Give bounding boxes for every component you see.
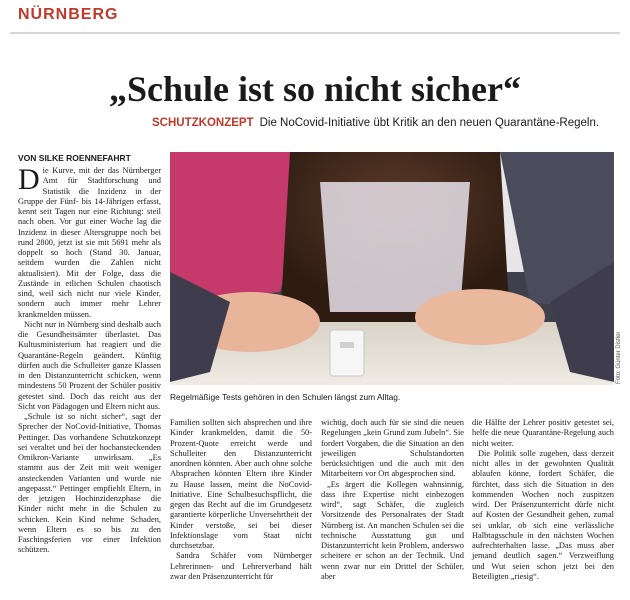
- paragraph: wichtig, doch auch für sie sind die neuen Regelungen „kein Grund zum Jubeln“. Sie fordert Vorgaben, die die Situation an den jeweiligen Schulstandorten berücksichtigen und die auch mit den Mitarbeitern vor Ort abgesprochen sind.: [321, 418, 464, 479]
- article-column-1: [18, 163, 161, 556]
- photo-credit: Foto: Günter Distler: [616, 331, 622, 384]
- drop-cap: D: [18, 163, 40, 196]
- paragraph: „Es ärgert die Kollegen wahnsinnig, dass ihre Expertise nicht einbezogen wird“, sagt Schäfer, die zugleich Vorsitzende des Personalrates der Stadt Nürnberg ist. An manchen Schulen sei die technische Ausstattung gut und Distanzunterricht kein Problem, anderswo scheitere er schon an der Technik. Und wenn zwar nur ein Drittel der Schüler, aber: [321, 479, 464, 581]
- photo-caption: Regelmäßige Tests gehören in den Schulen längst zum Alltag.: [170, 392, 401, 402]
- article-photo: [170, 152, 614, 385]
- paragraph: die Hälfte der Lehrer positiv getestet sei, helfe die neue Quarantäne-Regelung auch nicht weiter.: [472, 418, 614, 448]
- section-divider: [10, 32, 620, 34]
- article-kicker: [152, 117, 599, 129]
- article-column-2: [170, 418, 312, 582]
- section-title: NÜRNBERG: [18, 6, 119, 23]
- paragraph: Familien sollten sich absprechen und ihre Kinder krankmelden, damit die 50-Prozent-Quote erreicht werde und Schulleiter den Distanzunterricht anordnen könnten. Aber auch ohne solche Absprachen könnten Eltern ihre Kinder zu Hause lassen, meint die NoCovid-Initiative. Eine Schulbesuchspflicht, die gegen das Recht auf die im Grundgesetz garantierte körperliche Unversehrtheit der Kinder verstoße, sei bei dieser Infektionslage vom Staat nicht durchsetzbar.: [170, 418, 312, 550]
- paragraph: „Schule ist so nicht sicher“, sagt der Sprecher der NoCovid-Initiative, Thomas Pettinger. Das vorhandene Schutzkonzept sei veraltet und bei der hochansteckenden Omikron-Variante unwirksam. „Es stammt aus der Zeit mit weit weniger ansteckenden Varianten und wurde nie angepasst.“ Pettinger empfiehlt Eltern, in der jetzigen Hochinzidenzphase die Kinder nicht mehr in die Schulen zu schicken. Kein Kind nehme Schaden, wenn Eltern es so bis zu den Faschingsferien vor einer Infektion schützen.: [18, 412, 161, 555]
- article-column-3: [321, 418, 464, 582]
- article-headline: „Schule ist so nicht sicher“: [108, 69, 521, 109]
- paragraph: Die Politik solle zugeben, dass derzeit nicht alles in der gewohnten Qualität ablaufen könne, fordert Schäfer, die fürchtet, dass sich die Situation in den kommenden Wochen noch zuspitzen wird. Der Präsenzunterricht dürfe nicht auf Kosten der Gesundheit gehen, zumal sei unklar, ob sich eine verlässliche Halbtagsschule in den nächsten Wochen aufrechterhalten lasse. „Das muss aber jemand deutlich sagen.“ Verzweiflung und Wut seien schon jetzt bei den Beteiligten „riesig“.: [472, 448, 614, 581]
- paragraph: Sandra Schäfer vom Nürnberger Lehrerinnen- und Lehrerverband hält zwar den Präsenzunterricht für: [170, 551, 312, 581]
- kicker-text: Die NoCovid-Initiative übt Kritik an den neuen Quarantäne-Regeln.: [259, 117, 600, 129]
- paragraph: Nicht nur in Nürnberg sind deshalb auch die Gesundheitsämter überlastet. Das Kultusministerium hat reagiert und die Quarantäne-Regeln geändert. Künftig dürfen auch die Schulleiter ganze Klassen in den Distanzunterricht schicken, wenn mindestens 50 Prozent der Schüler positiv getestet sind. Doch das reicht aus der Sicht von Pädagogen und Eltern nicht aus.: [18, 319, 161, 411]
- byline: VON SILKE ROENNEFAHRT: [18, 153, 131, 163]
- child-testing-photo: [170, 152, 614, 385]
- paragraph: Die Kurve, mit der das Nürnberger Amt für Stadtforschung und Statistik die Inzidenz in der Gruppe der Fünf- bis 14-Jährigen erfasst, kennt seit Tagen nur eine Richtung: steil nach oben. Vor gut einer Woche lag die Inzidenz in dieser Altersgruppe noch bei rund 2800, jetzt ist sie mit 5691 mehr als doppelt so hoch (Stand 30. Januar, seitdem wurden die Zahlen nicht aktualisiert). Mit der Folge, dass die Zustände in etlichen Schulen chaotisch sind, weil sich nicht nur viele Kinder, sondern auch immer mehr Lehrer krankmelden müssen.: [18, 163, 161, 319]
- article-column-4: [472, 418, 614, 582]
- kicker-label: SCHUTZKONZEPT: [152, 117, 254, 129]
